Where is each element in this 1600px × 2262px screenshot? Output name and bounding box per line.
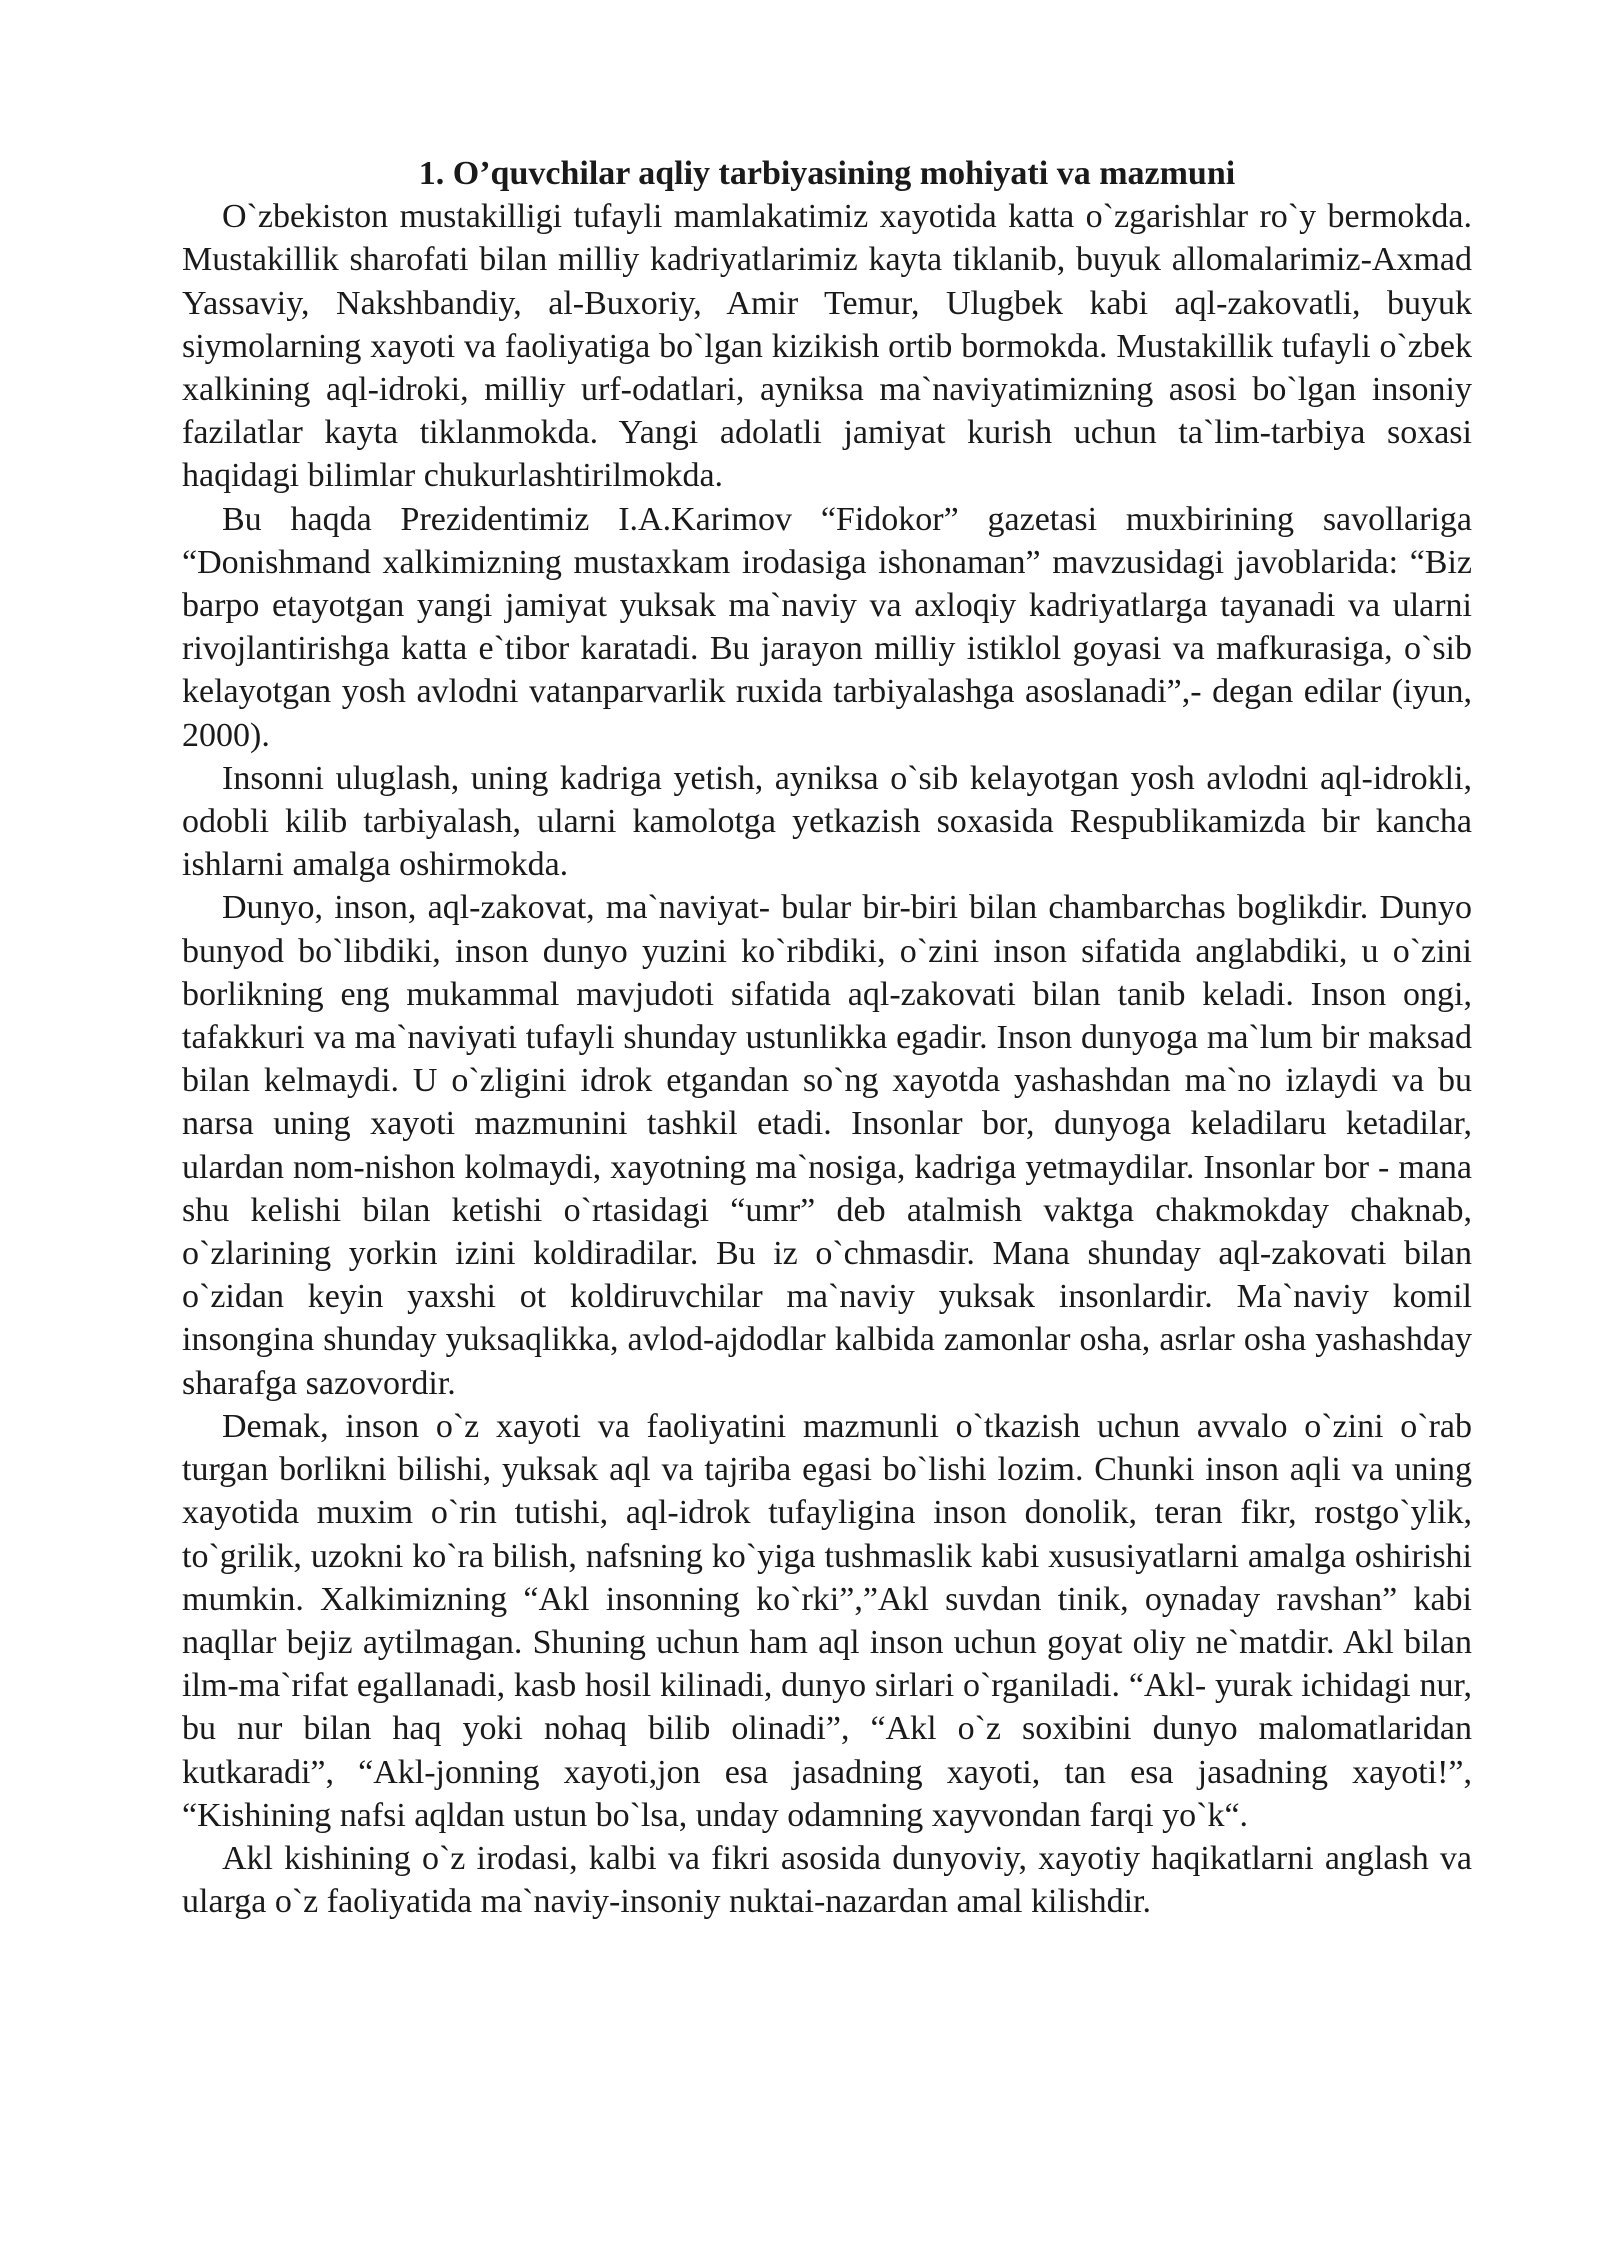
paragraph-wisdom-sayings: Demak, inson o`z xayoti va faoliyatini mazmunli o`tkazish uchun avvalo o`zini o`rab turgan borlikni bilishi, yuksak aql va tajriba egasi bo`lishi lozim. Chunki inson aqli va uning xayotida muxim o`rin tutishi, aql-idrok tufayligina inson donolik, teran fikr, rostgo`ylik, to`grilik, uzokni ko`ra bilish, nafsning ko`yiga tushmaslik kabi xususiyatlarni amalga oshirishi mumkin. Xalkimizning “Akl insonning ko`rki”,”Akl suvdan tinik, oynaday ravshan” kabi naqllar bejiz aytilmagan. Shuning uchun ham aql inson uchun goyat oliy ne`matdir. Akl bilan ilm-ma`rifat egallanadi, kasb hosil kilinadi, dunyo sirlari o`rganiladi. “Akl- yurak ichidagi nur, bu nur bilan haq yoki nohaq bilib olinadi”, “Akl o`z soxibini dunyo malomatlaridan kutkaradi”, “Akl-jonning xayoti,jon esa jasadning xayoti, tan esa jasadning xayoti!”, “Kishining nafsi aqldan ustun bo`lsa, unday odamning xayvondan farqi yo`k“. (182, 1407, 1472, 1834)
section-title: 1. O’quvchilar aqliy tarbiyasining mohiyati va mazmuni (418, 155, 1236, 192)
paragraph-world-and-man: Dunyo, inson, aql-zakovat, ma`naviyat- bular bir-biri bilan chambarchas boglikdir. Dunyo bunyod bo`libdiki, inson dunyo yuzini ko`ribdiki, o`zini inson sifatida anglabdiki, u o`zini borlikning eng mukammal mavjudoti sifatida aql-zakovati bilan tanib keladi. Inson ongi, tafakkuri va ma`naviyati tufayli shunday ustunlikka egadir. Inson dunyoga ma`lum bir maksad bilan kelmaydi. U o`zligini idrok etgandan so`ng xayotda yashashdan ma`no izlaydi va bu narsa uning xayoti mazmunini tashkil etadi. Insonlar bor, dunyoga keladilaru ketadilar, ulardan nom-nishon kolmaydi, xayotning ma`nosiga, kadriga yetmaydilar. Insonlar bor - mana shu kelishi bilan ketishi o`rtasidagi “umr” deb atalmish vaktga chakmokday chaknab, o`zlarining yorkin izini koldiradilar. Bu iz o`chmasdir. Mana shunday aql-zakovati bilan o`zidan keyin yaxshi ot koldiruvchilar ma`naviy yuksak insonlardir. Ma`naviy komil insongina shunday yuksaqlikka, avlod-ajdodlar kalbida zamonlar osha, asrlar osha yashashday sharafga sazovordir. (182, 889, 1472, 1402)
paragraph-definition-of-mind: Akl kishining o`z irodasi, kalbi va fikri asosida dunyoviy, xayotiy haqikatlarni anglash va ularga o`z faoliyatida ma`naviy-insoniy nuktai-nazardan amal kilishdir. (182, 1839, 1472, 1921)
document-page (182, 152, 1472, 1923)
paragraph-independence: O`zbekiston mustakilligi tufayli mamlakatimiz xayotida katta o`zgarishlar ro`y bermokda. Mustakillik sharofati bilan milliy kadriyatlarimiz kayta tiklanib, buyuk allomalarimiz-Axmad Yassaviy, Nakshbandiy, al-Buxoriy, Amir Temur, Ulugbek kabi aql-zakovatli, buyuk siymolarning xayoti va faoliyatiga bo`lgan kizikish ortib bormokda. Mustakillik tufayli o`zbek xalkining aql-idroki, milliy urf-odatlari, ayniksa ma`naviyatimizning asosi bo`lgan insoniy fazilatlar kayta tiklanmokda. Yangi adolatli jamiyat kurish uchun ta`lim-tarbiya soxasi haqidagi bilimlar chukurlashtirilmokda. (182, 198, 1472, 495)
paragraph-president-quote: Bu haqda Prezidentimiz I.A.Karimov “Fidokor” gazetasi muxbirining savollariga “Donishmand xalkimizning mustaxkam irodasiga ishonaman” mavzusidagi javoblarida: “Biz barpo etayotgan yangi jamiyat yuksak ma`naviy va axloqiy kadriyatlarga tayanadi va ularni rivojlantirishga katta e`tibor karatadi. Bu jarayon milliy istiklol goyasi va mafkurasiga, o`sib kelayotgan yosh avlodni vatanparvarlik ruxida tarbiyalashga asoslanadi”,- degan edilar (iyun, 2000). (182, 500, 1472, 754)
paragraph-youth-upbringing: Insonni uluglash, uning kadriga yetish, ayniksa o`sib kelayotgan yosh avlodni aql-idrokli, odobli kilib tarbiyalash, ularni kamolotga yetkazish soxasida Respublikamizda bir kancha ishlarni amalga oshirmokda. (182, 759, 1472, 884)
